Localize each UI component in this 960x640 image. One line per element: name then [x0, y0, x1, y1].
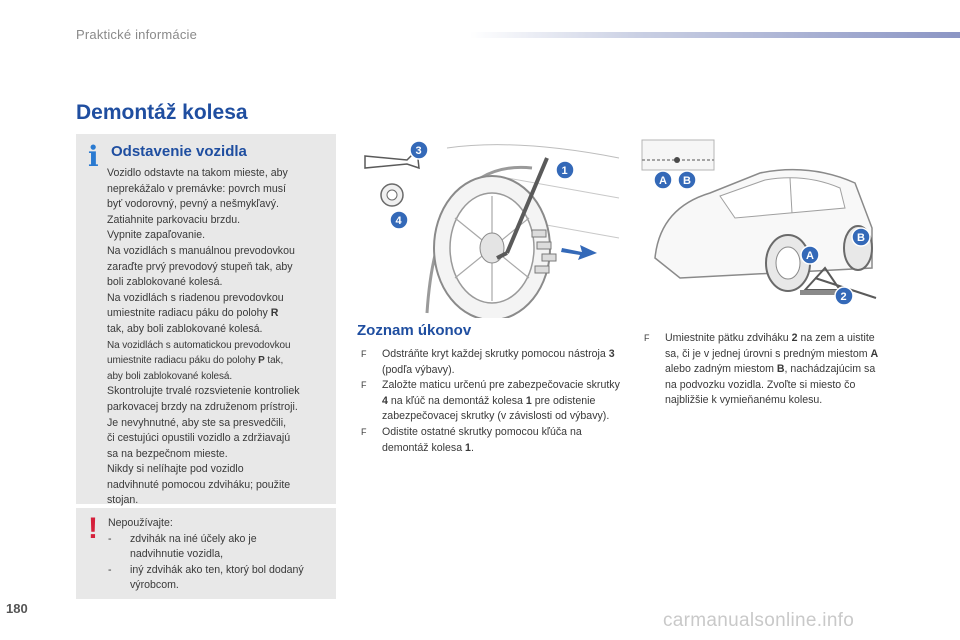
step-item: F Odstráňte kryt každej skrutky pomocou nástroja 3 (podľa výbavy).: [361, 347, 626, 378]
info-line: boli zablokované kolesá.: [107, 276, 223, 289]
warning-item: - iný zdvihák ako ten, ktorý bol dodaný výrobcom.: [108, 563, 304, 592]
page-title: Demontáž kolesa: [76, 101, 248, 124]
step-bullet: F: [361, 426, 367, 437]
info-line: umiestnite radiacu páku do polohy P tak,: [107, 355, 284, 367]
position-p: P: [258, 355, 265, 367]
callout-1-label: 1: [561, 165, 568, 177]
callout-a-label: A: [806, 250, 814, 262]
info-line: nadvihnuté pomocou zdviháku; použite: [107, 478, 291, 491]
watermark: carmanualsonline.info: [663, 610, 855, 631]
car-jack-illustration: [640, 138, 885, 318]
step-bullet: F: [361, 349, 367, 359]
info-line: či cestujúci opustili vozidlo a zdržiavajú: [107, 432, 291, 445]
callout-b-inset-label: B: [683, 175, 691, 187]
info-line: Na vozidlách s automatickou prevodovkou: [107, 339, 291, 351]
info-line: neprekážalo v premávke: povrch musí: [107, 182, 286, 195]
callout-a-inset-label: A: [659, 175, 667, 187]
info-box: [76, 134, 336, 507]
callout-2-label: 2: [840, 291, 847, 303]
header-gradient-bar: [470, 32, 960, 38]
info-box-text: [107, 166, 339, 509]
info-line: aby boli zablokované kolesá.: [107, 370, 233, 382]
info-line: zaraďte prvý prevodový stupeň tak, aby: [107, 260, 293, 273]
wheel-removal-illustration: [357, 138, 622, 318]
warning-box: [76, 508, 336, 599]
step-bullet: F: [361, 380, 367, 391]
info-line: byť vodorovný, pevný a nešmykľavý.: [107, 198, 279, 211]
info-icon: i: [88, 140, 99, 173]
position-r: R: [270, 307, 279, 320]
info-line: sa na bezpečnom mieste.: [107, 447, 228, 460]
info-line: Skontrolujte trvalé rozsvietenie kontroliek: [107, 385, 300, 398]
callout-b-label: B: [857, 232, 865, 244]
callout-4-label: 4: [395, 215, 402, 227]
steps-list: [361, 347, 626, 456]
info-line: Na vozidlách s riadenou prevodovkou: [107, 291, 284, 304]
page-number: 180: [6, 601, 28, 616]
warning-intro: Nepoužívajte:: [108, 517, 173, 529]
steps-section-title: Zoznam úkonov: [357, 322, 472, 339]
info-line: Na vozidlách s manuálnou prevodovkou: [107, 244, 295, 257]
info-line: Vypnite zapaľovanie.: [107, 229, 206, 242]
warning-item: - zdvihák na iné účely ako je nadvihnutie vozidla,: [108, 532, 257, 561]
section-header: Praktické informácie: [76, 27, 198, 42]
info-line: Nikdy si nelíhajte pod vozidlo: [107, 463, 244, 476]
info-line: parkovacej brzdy na združenom prístroji.: [107, 400, 298, 413]
info-line: Zatiahnite parkovaciu brzdu.: [107, 213, 241, 226]
info-line: Je nevyhnutné, aby ste sa presvedčili,: [107, 416, 287, 429]
info-line: tak, aby boli zablokované kolesá.: [107, 322, 263, 335]
step-item: F Založte maticu určenú pre zabezpečovacie skrutky 4 na kľúč na demontáž kolesa 1 pre odistenie zabezpečovacej skrutky (v závislosti od výbavy).: [361, 378, 626, 425]
step-bullet: F: [644, 333, 650, 343]
warning-text: [108, 516, 310, 594]
info-line: umiestnite radiacu páku do polohy R: [107, 307, 279, 320]
step-item-jack: F Umiestnite pätku zdviháku 2 na zem a uistite sa, či je v jednej úrovni s predným miestom A alebo zadným miestom B, nachádzajúcim sa na podvozku vozidla. Zvoľte si miesto čo najbližšie k vymieňanému kolesu.: [644, 331, 884, 409]
info-line: stojan.: [107, 494, 139, 507]
step-item: F Odistite ostatné skrutky pomocou kľúča na demontáž kolesa 1.: [361, 425, 626, 456]
warning-icon: !: [88, 512, 98, 545]
callout-3-label: 3: [415, 145, 422, 157]
info-line: Vozidlo odstavte na takom mieste, aby: [107, 167, 288, 179]
info-box-title: Odstavenie vozidla: [111, 143, 247, 160]
